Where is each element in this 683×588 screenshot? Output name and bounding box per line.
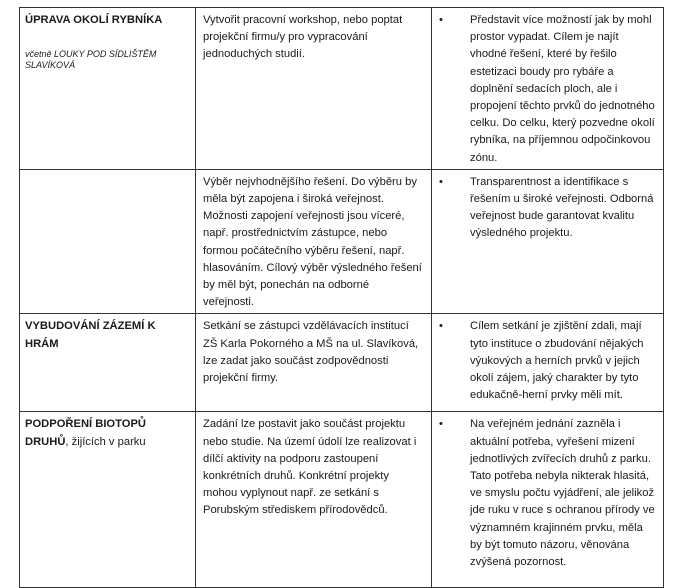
measure-title: PODPOŘENÍ BIOTOPŮ DRUHŮ	[25, 418, 147, 448]
table-row	[20, 314, 664, 412]
action-cell	[196, 314, 432, 412]
note-text: Transparentnost a identifikace s řešením u široké veřejnosti. Odborná veřejnost bude garantovat kvalitu výsledného projektu.	[470, 175, 654, 240]
note-cell	[432, 8, 664, 170]
note-text: Cílem setkání je zjištění zdali, mají tyto instituce o zbudování nějakých výukových a herních prvků v jejich okolí zájem, jaký charakter by tyto edukačně-herní prvky měli mít.	[470, 320, 644, 402]
measure-title: VYBUDOVÁNÍ ZÁZEMÍ K HRÁM	[25, 320, 156, 350]
measures-table	[19, 7, 664, 588]
table-row	[20, 8, 664, 170]
action-cell	[196, 169, 432, 314]
note-text: Na veřejném jednání zazněla i aktuální potřeba, vyřešení mizení jednotlivých zvířecích druhů z parku. Tato potřeba nebyla nikterak hlasitá, ve smyslu počtu vyjádření, ale jelikož jde ruku v ruce s ochranou přírody ve významném krajinném prvku, měla by být tomuto názoru, věnována zvýšená pozornost.	[470, 418, 655, 569]
action-cell	[196, 412, 432, 588]
action-cell	[196, 8, 432, 170]
bullet-icon: •	[439, 418, 443, 431]
note-cell	[432, 412, 664, 588]
table-row	[20, 412, 664, 588]
measure-title-suffix: , žijících v parku	[65, 435, 146, 448]
action-text: Setkání se zástupci vzdělávacích institucí ZŠ Karla Pokorného a MŠ na ul. Slavíková, lze zadat jako součást zodpovědnosti projekční firmy.	[203, 320, 419, 385]
action-text: Vytvořit pracovní workshop, nebo poptat projekční firmu/y pro vypracování jednoduchých studií.	[203, 14, 403, 61]
measure-title-cell	[20, 314, 196, 412]
bullet-icon: •	[439, 14, 443, 26]
table-row	[20, 169, 664, 314]
bullet-icon: •	[439, 320, 443, 333]
bullet-icon: •	[439, 175, 443, 188]
action-text: Výběr nejvhodnějšího řešení. Do výběru by měla být zapojena i široká veřejnost. Možnosti zapojení veřejnosti jsou víceré, např. prostřednictvím zástupce, nebo formou počátečního výběru řešení, např. hlasováním. Cílový výběr výsledného řešení by měl být, ponechán na odborné veřejnosti.	[203, 175, 422, 309]
action-text: Zadání lze postavit jako součást projektu nebo studie. Na území údolí lze realizovat i dílčí aktivity na podporu zastoupení konkrétních druhů. Konkrétní projekty mohou vyplynout např. ze setkání s Porubským střediskem přírodovědců.	[203, 418, 417, 517]
measure-title-cell	[20, 412, 196, 588]
note-cell	[432, 169, 664, 314]
measure-title-cell	[20, 8, 196, 170]
note-text: Představit více možností jak by mohl prostor vypadat. Cílem je najít vhodné řešení, které by řešilo estetizaci boudy pro rybáře a doplnění sedacích ploch, ale i propojení těchto prvků do jednotného celku. Do celku, který pozvedne okolí rybníka, na příjemnou odpočinkovou zónu.	[470, 14, 655, 164]
measure-title: ÚPRAVA OKOLÍ RYBNÍKA	[25, 14, 163, 26]
note-cell	[432, 314, 664, 412]
measure-subtitle: včetně LOUKY POD SÍDLIŠTĚM SLAVÍKOVÁ	[25, 49, 157, 71]
measure-title-cell	[20, 169, 196, 314]
